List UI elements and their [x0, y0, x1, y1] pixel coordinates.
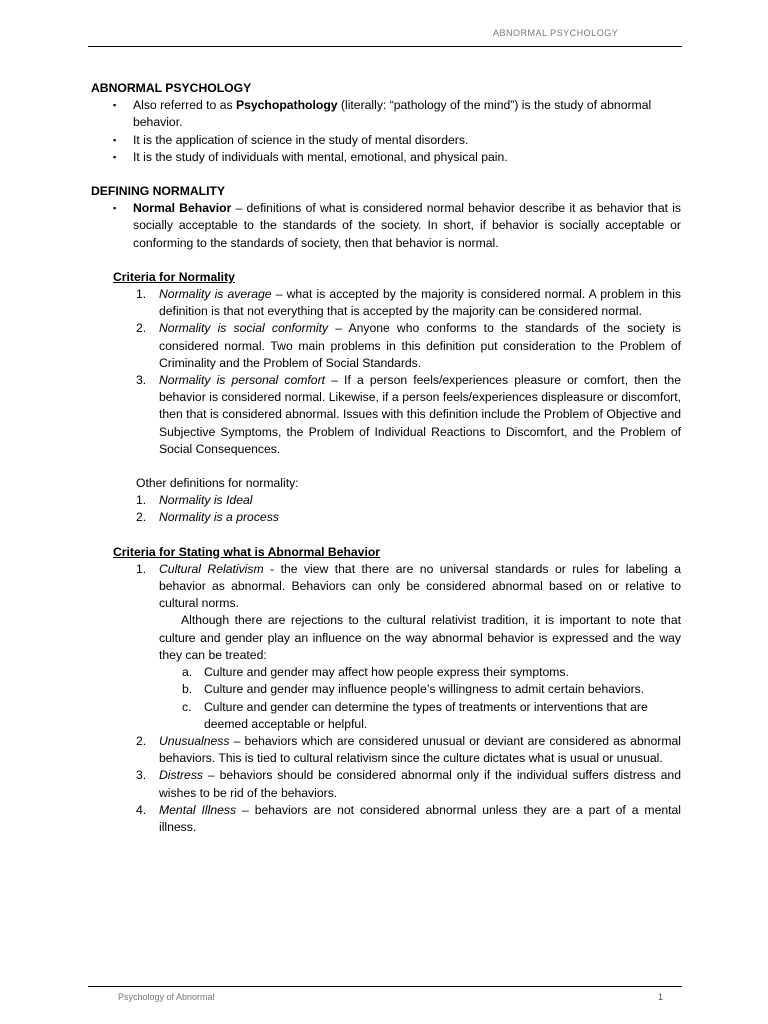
criteria-item: 1. Cultural Relativism - the view that there are no universal standards or rules for labeling a behavior as abnormal. Behaviors can only be considered abnormal based on or relative to cultural norms. [136, 561, 681, 611]
subsection-title: Criteria for Normality [113, 269, 235, 284]
bullet-icon: ▪ [113, 134, 117, 145]
other-definition-item: 2. Normality is a process [136, 510, 279, 525]
other-definition-item: 1. Normality is Ideal [136, 493, 253, 508]
criteria-term: Normality is personal comfort [159, 373, 326, 388]
criteria-term: Normality is average [159, 287, 272, 302]
criteria-term: Distress [159, 768, 204, 783]
footer-rule [88, 986, 682, 987]
criteria-item: 3. Normality is personal comfort – If a person feels/experiences pleasure or comfort, then the behavior is considered normal. Likewise, if a person feels/experiences displeasure or discomfort, then that is considered abnormal. Issues with this definition include the Problem of Objective and Subjective Symptoms, the Problem of Individual Reactions to Discomfort, and the Problem of Social Consequences. [136, 373, 681, 456]
criteria-term: Cultural Relativism [159, 561, 264, 576]
term-normal-behavior: Normal Behavior [133, 201, 232, 216]
document-body [91, 80, 681, 836]
criteria-item: 1. Normality is average – what is accepted by the majority is considered normal. A problem in this definition is that not everything that is accepted by the majority can be considered normal. [136, 287, 681, 319]
criteria-item: 2. Unusualness – behaviors which are considered unusual or deviant are considered as abnormal behaviors. This is tied to cultural relativism since the culture dictates what is usual or unusual. [136, 733, 681, 766]
criteria-item: 3. Distress – behaviors should be considered abnormal only if the individual suffers distress and wishes to be rid of the behaviors. [136, 768, 681, 800]
bullet-icon: ▪ [113, 100, 117, 111]
sub-list-item: c. Culture and gender can determine the types of treatments or interventions that are deemed acceptable or helpful. [182, 699, 648, 731]
section-title-defining-normality: DEFINING NORMALITY [91, 184, 226, 199]
cultural-relativism-note: Although there are rejections to the cultural relativist tradition, it is important to note that culture and gender play an influence on the way abnormal behavior is expressed and the way they can be treated: [159, 613, 681, 662]
bullet-item: ▪ It is the study of individuals with mental, emotional, and physical pain. [91, 149, 681, 166]
bullet-icon: ▪ [113, 203, 117, 214]
bullet-item: ▪ It is the application of science in the study of mental disorders. [91, 132, 681, 149]
bullet-item: ▪ Also referred to as Psychopathology (literally: “pathology of the mind”) is the study of abnormal behavior. [113, 98, 652, 130]
criteria-term: Mental Illness [159, 802, 237, 817]
header-rule [88, 46, 682, 47]
bullet-item: ▪ Normal Behavior – definitions of what is considered normal behavior describe it as behavior that is socially acceptable to the standards of the society. In short, if behavior is socially acceptable or conforming to the standards of society, then that behavior is normal. [113, 201, 681, 250]
other-definitions-label: Other definitions for normality: [136, 476, 299, 491]
criteria-term: Normality is social conformity [159, 321, 329, 336]
page-number: 1 [658, 992, 664, 1002]
criteria-item: 2. Normality is social conformity – Anyone who conforms to the standards of the society is considered normal. Two main problems in this definition put consideration to the Problem of Criminality and the Problem of Social Standards. [136, 321, 681, 370]
bullet-icon: ▪ [113, 151, 117, 162]
term-psychopathology: Psychopathology [235, 98, 338, 113]
criteria-item: 4. Mental Illness – behaviors are not considered abnormal unless they are a part of a mental illness. [136, 802, 682, 834]
section-title-abnormal-psychology: ABNORMAL PSYCHOLOGY [91, 81, 252, 95]
sub-list-item: a. Culture and gender may affect how people express their symptoms. [182, 665, 569, 680]
footer-text: Psychology of Abnormal [118, 992, 215, 1002]
sub-list-item: b. Culture and gender may influence people’s willingness to admit certain behaviors. [182, 682, 645, 697]
subsection-title: Criteria for Stating what is Abnormal Behavior [113, 544, 381, 559]
criteria-term: Unusualness [159, 733, 230, 748]
running-head: ABNORMAL PSYCHOLOGY [493, 28, 619, 38]
